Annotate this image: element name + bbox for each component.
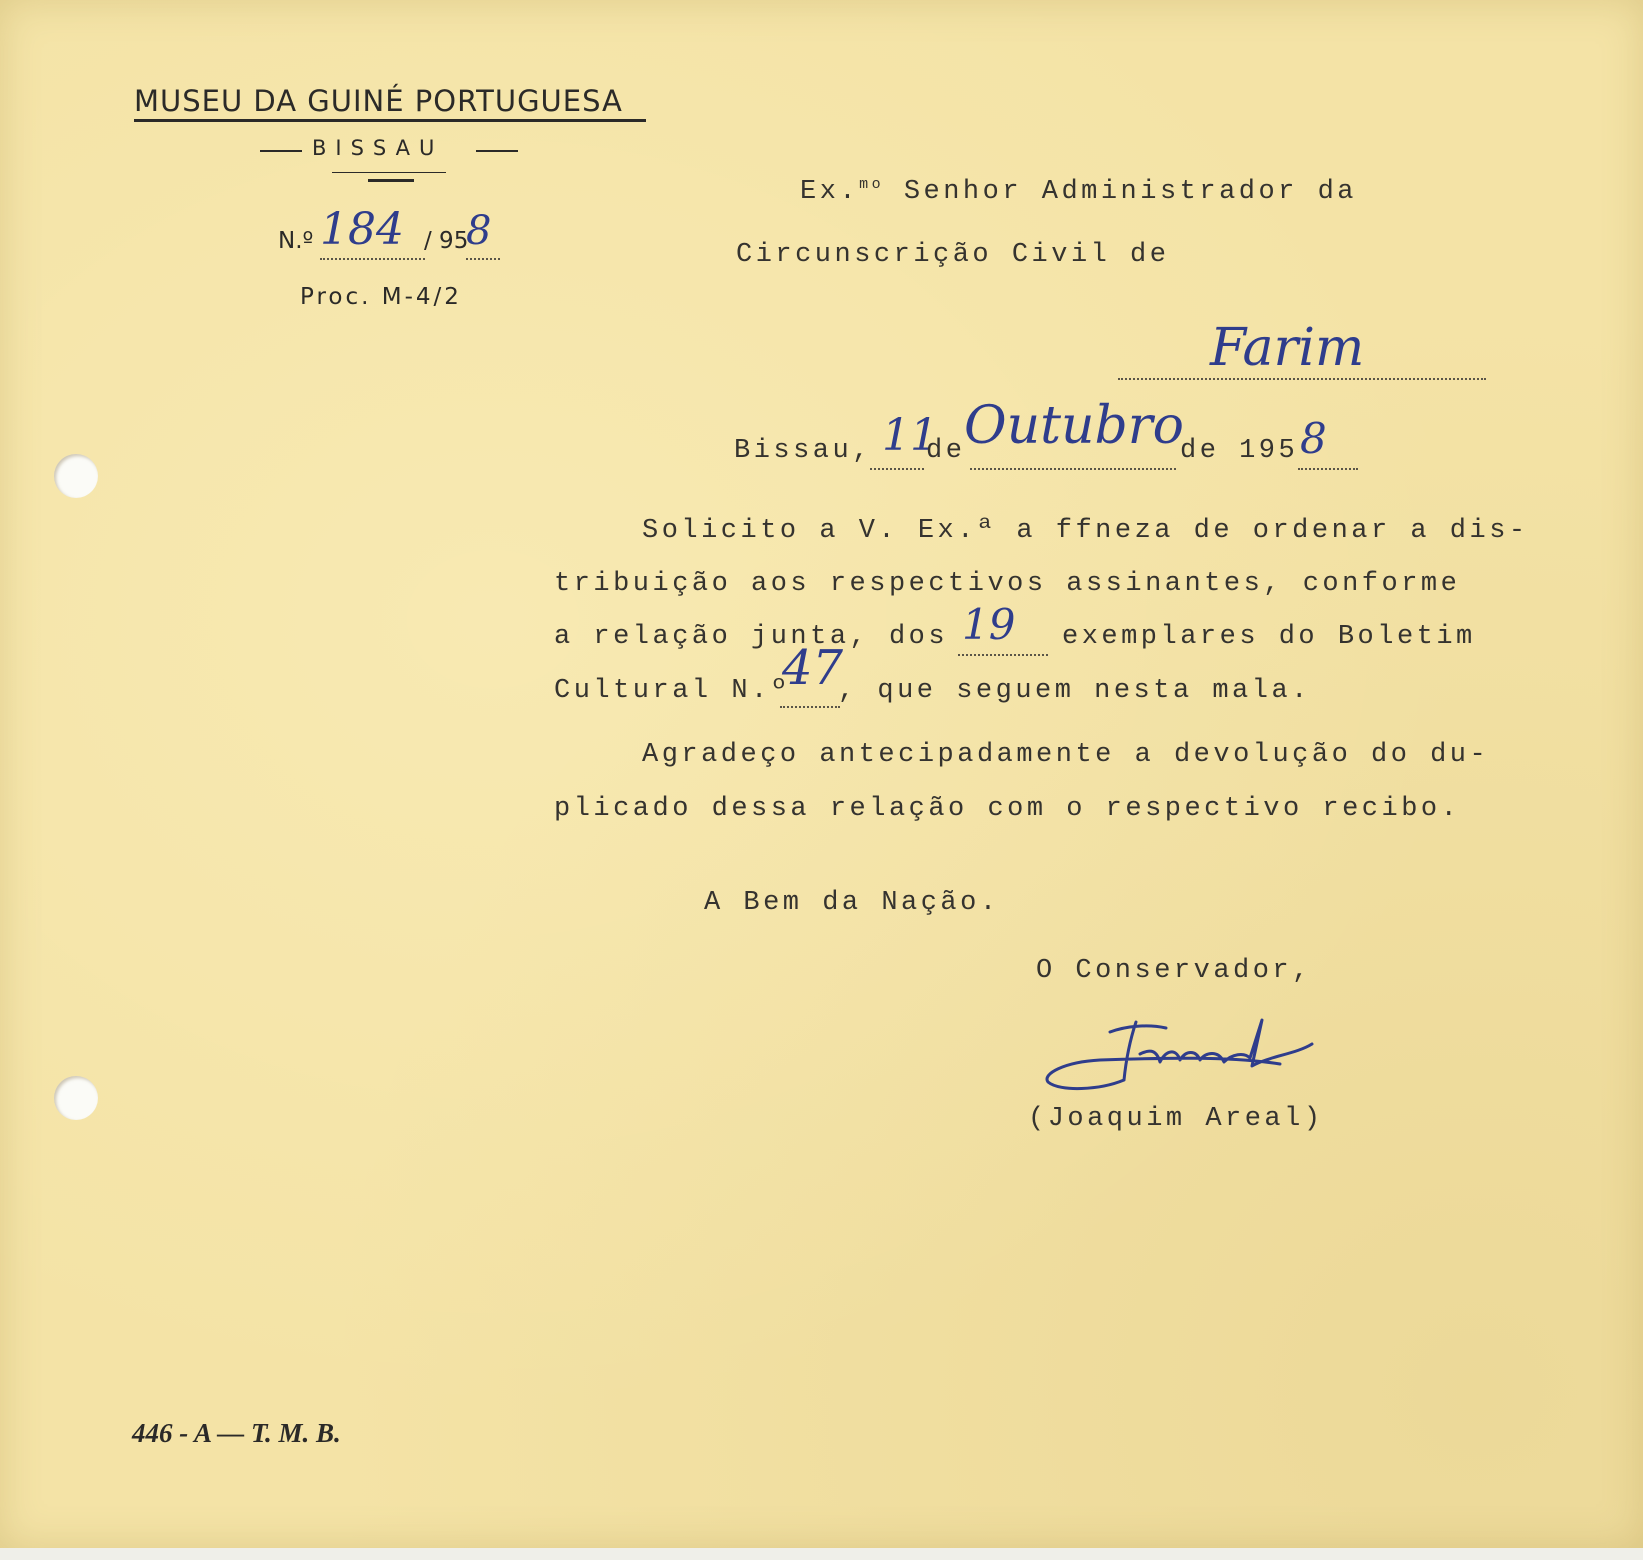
short-rule-bold <box>368 179 414 182</box>
reference-year-dots <box>466 258 500 260</box>
addressee-line-2: Circunscrição Civil de <box>736 240 1170 270</box>
reference-number-handwritten: 184 <box>320 204 404 255</box>
issue-number-handwritten: 47 <box>782 640 844 696</box>
letterhead-underline <box>134 119 646 122</box>
punch-hole-top <box>54 454 98 498</box>
closing-role: O Conservador, <box>1036 956 1312 986</box>
addressee-place-handwritten: Farim <box>1210 318 1365 378</box>
signer-name: (Joaquim Areal) <box>1028 1104 1324 1134</box>
process-reference: Proc. M-4/2 <box>300 284 462 310</box>
body-p1-line-3b: exemplares do Boletim <box>1062 622 1476 652</box>
body-p2-line-1: Agradeço antecipadamente a devolução do du- <box>642 740 1490 770</box>
body-p2-line-2: plicado dessa relação com o respectivo recibo. <box>554 794 1461 824</box>
date-month-handwritten: Outubro <box>964 396 1184 456</box>
copies-count-dots <box>958 654 1048 656</box>
form-code: 446 - A — T. M. B. <box>132 1418 341 1448</box>
reference-number-dots <box>320 258 425 260</box>
short-rule <box>332 172 446 173</box>
reference-number-prefix: N.º <box>278 228 314 254</box>
copies-count-handwritten: 19 <box>962 600 1016 649</box>
closing-salutation: A Bem da Nação. <box>704 888 1000 918</box>
issue-number-dots <box>780 706 840 708</box>
date-year-handwritten: 8 <box>1300 414 1327 463</box>
body-p1-line-4b: , que seguem nesta mala. <box>838 676 1311 706</box>
body-p1-line-2: tribuição aos respectivos assinantes, conforme <box>554 569 1461 599</box>
body-p1-line-4a: Cultural N.º <box>554 676 791 706</box>
body-p1-line-1: Solicito a V. Ex.ª a ffneza de ordenar a dis- <box>642 516 1529 546</box>
city-rule-right <box>476 150 518 152</box>
handwritten-signature <box>1040 1010 1330 1110</box>
addressee-title-prefix: Ex. <box>800 177 860 207</box>
date-de-1: de <box>926 436 966 466</box>
institution-name: MUSEU DA GUINÉ PORTUGUESA <box>134 84 623 118</box>
addressee-title-superscript: mo <box>859 176 885 193</box>
punch-hole-bottom <box>54 1076 98 1120</box>
city-rule-left <box>260 150 302 152</box>
date-day-handwritten: 11 <box>882 410 938 461</box>
date-year-dots <box>1298 468 1358 470</box>
addressee-title-rest: Senhor Administrador da <box>903 177 1357 207</box>
addressee-line-1 <box>800 176 1357 207</box>
city-label: BISSAU <box>312 136 444 160</box>
reference-year-handwritten: 8 <box>466 208 492 254</box>
date-place: Bissau, <box>734 436 872 466</box>
date-day-dots <box>870 468 924 470</box>
date-de-2: de 195 <box>1180 436 1299 466</box>
body-p1-line-3a: a relação junta, dos <box>554 622 949 652</box>
date-month-dots <box>970 468 1176 470</box>
addressee-place-dots <box>1118 378 1486 380</box>
reference-year-prefix: / 95 <box>424 228 469 254</box>
